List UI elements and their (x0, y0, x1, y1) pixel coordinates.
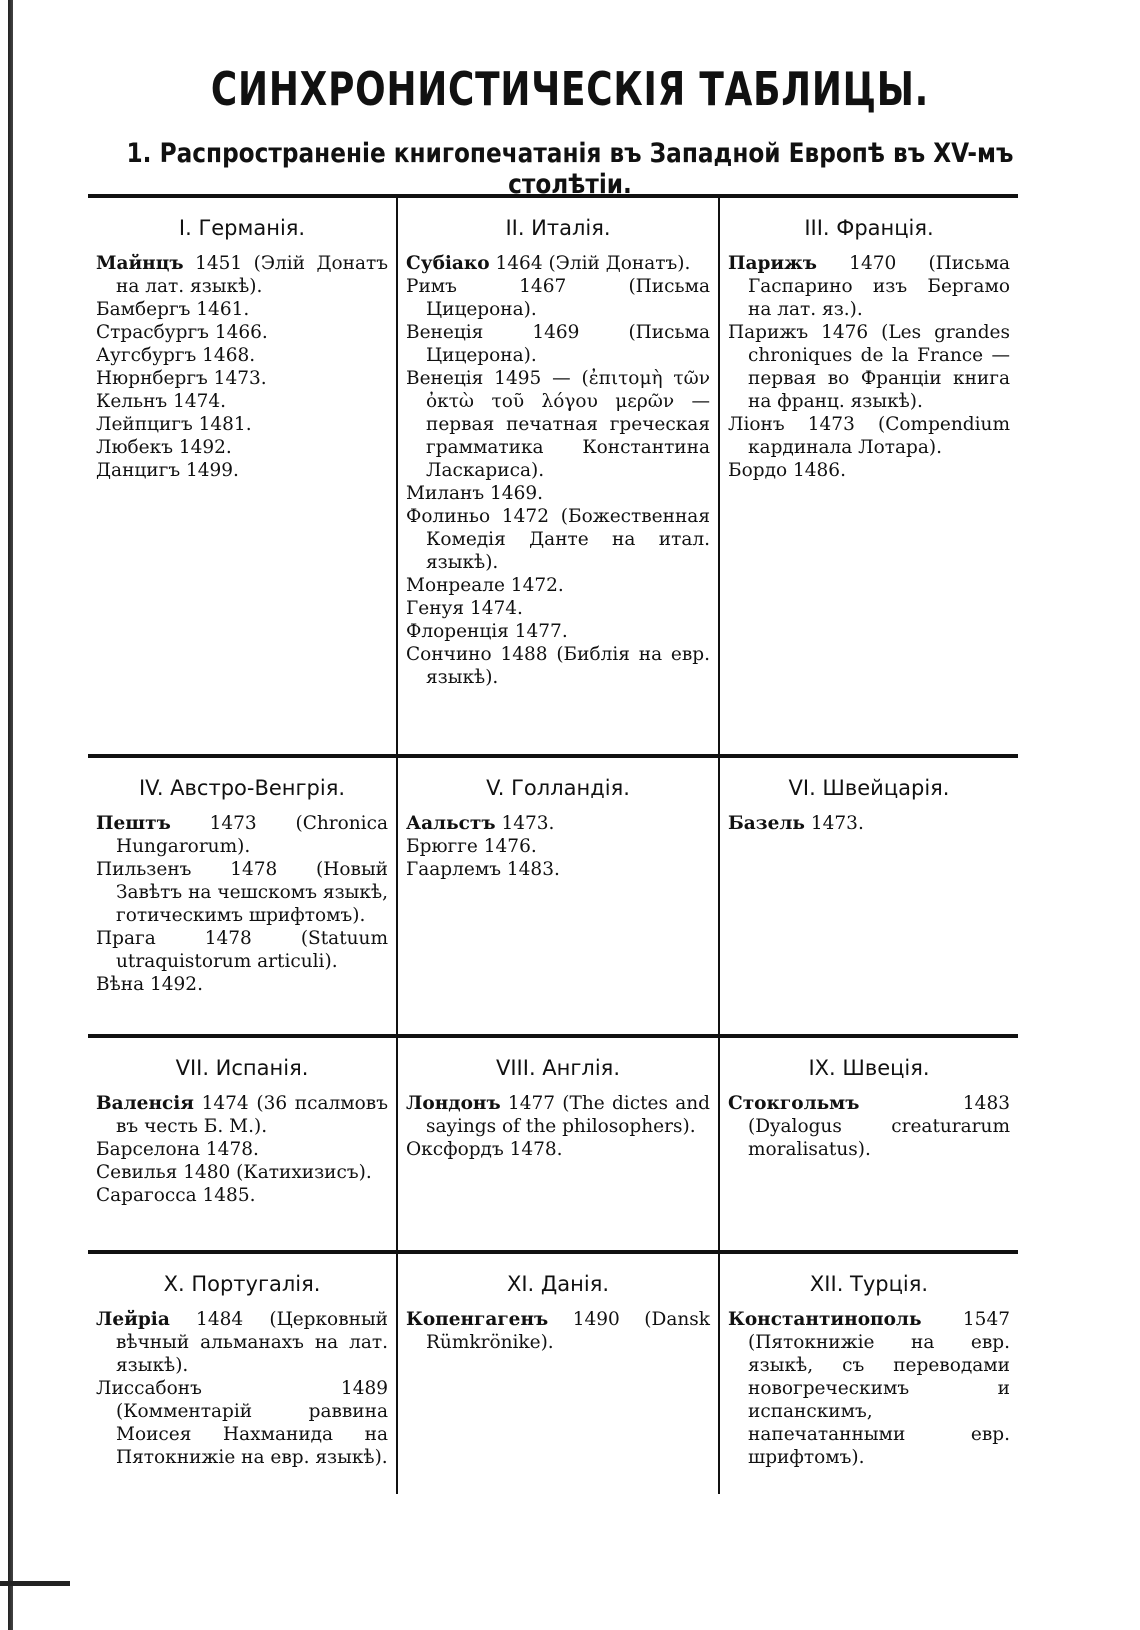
country-cell (718, 758, 1018, 1034)
country-cell (396, 758, 718, 1034)
entry-text: Римъ 1467 (Письма Цицерона). (406, 276, 710, 320)
country-heading: VI. Швейцарія. (788, 776, 950, 800)
city-entry (728, 252, 1010, 321)
entry-text: Лиссабонъ 1489 (Комментарій раввина Моисея Нахманида на Пятокнижіе на евр. языкѣ). (96, 1378, 388, 1468)
entry-text: Нюрнбергъ 1473. (96, 368, 267, 389)
country-heading: II. Италія. (505, 216, 611, 240)
city-entry (96, 973, 388, 996)
country-heading: X. Португалія. (163, 1272, 321, 1296)
country-cell (718, 1038, 1018, 1250)
city-entry (96, 812, 388, 858)
city-entry (96, 344, 388, 367)
entry-text: Сончино 1488 (Библія на евр. языкѣ). (406, 644, 710, 688)
city-entry (96, 1092, 388, 1138)
synchronic-table (88, 194, 1018, 1494)
table-row (88, 1034, 1018, 1250)
country-cell (396, 198, 718, 754)
country-heading: IX. Швеція. (808, 1056, 930, 1080)
country-cell (718, 1254, 1018, 1494)
city-entry (96, 1377, 388, 1469)
entry-text: Венеція 1495 — (ἐπιτομὴ τῶν ὀκτὼ τοῦ λόγου μερῶν — первая печатная греческая грамматика Константина Ласкариса). (406, 368, 710, 481)
entry-text: Ліонъ 1473 (Compendium кардинала Лотара). (728, 414, 1010, 458)
city-name: Лейріа (96, 1309, 170, 1330)
entry-text: Фолиньо 1472 (Божественная Комедія Данте на итал. языкѣ). (406, 506, 710, 573)
city-entry (406, 1138, 710, 1161)
city-entry (406, 1092, 710, 1138)
city-entry (728, 812, 1010, 835)
page-subtitle: 1. Распространеніе книгопечатанія въ Западной Европѣ въ XV-мъ столѣтіи. (126, 138, 1014, 200)
country-cell (396, 1038, 718, 1250)
city-entry (406, 597, 710, 620)
city-entry (728, 459, 1010, 482)
entry-text: 1477 (The dictes and sayings of the philosophers). (426, 1093, 710, 1137)
entry-text: Прага 1478 (Statuum utraquistorum articuli). (96, 928, 388, 972)
city-entry (96, 252, 388, 298)
city-entry (728, 321, 1010, 413)
entry-text: Кельнъ 1474. (96, 391, 227, 412)
entry-text: Монреале 1472. (406, 575, 564, 596)
corner-mark (0, 1581, 70, 1586)
country-heading: III. Франція. (804, 216, 934, 240)
city-entry (96, 927, 388, 973)
city-name: Базель (728, 813, 805, 834)
city-entry (728, 1092, 1010, 1161)
city-entry (406, 812, 710, 835)
entry-text: Бордо 1486. (728, 460, 846, 481)
country-heading: VIII. Англія. (496, 1056, 620, 1080)
entry-text: Вѣна 1492. (96, 974, 203, 995)
entry-text: Страсбургъ 1466. (96, 322, 268, 343)
country-heading: XI. Данія. (506, 1272, 610, 1296)
city-name: Парижъ (728, 253, 817, 274)
entry-text: 1451 (Элій Донатъ на лат. языкѣ). (116, 253, 388, 297)
table-row (88, 754, 1018, 1034)
city-entry (406, 858, 710, 881)
entry-text: Данцигъ 1499. (96, 460, 239, 481)
city-entry (406, 835, 710, 858)
scan-edge (8, 0, 13, 1630)
city-entry (406, 482, 710, 505)
entry-text: 1470 (Письма Гаспарино изъ Бергамо на лат. яз.). (748, 253, 1010, 320)
entry-text: 1473. (495, 813, 555, 834)
entry-text: 1473 (Chronica Hungarorum). (116, 813, 388, 857)
entry-text: 1464 (Элій Донатъ). (489, 253, 691, 274)
entry-text: Пильзенъ 1478 (Новый Завѣтъ на чешскомъ языкѣ, готическимъ шрифтомъ). (96, 859, 388, 926)
entry-text: 1473. (804, 813, 864, 834)
country-cell (88, 1254, 396, 1494)
city-entry (96, 459, 388, 482)
entry-text: Брюгге 1476. (406, 836, 537, 857)
city-entry (96, 367, 388, 390)
city-name: Константинополь (728, 1309, 922, 1330)
city-entry (406, 643, 710, 689)
city-entry (728, 1308, 1010, 1469)
city-entry (406, 505, 710, 574)
city-entry (96, 1138, 388, 1161)
city-entry (96, 298, 388, 321)
country-heading: XII. Турція. (809, 1272, 929, 1296)
city-entry (406, 1308, 710, 1354)
city-name: Субіако (406, 253, 490, 274)
city-entry (406, 252, 710, 275)
entry-text: 1484 (Церковный вѣчный альманахъ на лат. языкѣ). (116, 1309, 388, 1376)
city-entry (96, 321, 388, 344)
entry-text: Сарагосса 1485. (96, 1185, 256, 1206)
entry-text: Гаарлемъ 1483. (406, 859, 560, 880)
country-cell (718, 198, 1018, 754)
entry-text: 1474 (36 псалмовъ въ честь Б. М.). (116, 1093, 388, 1137)
entry-text: Лейпцигъ 1481. (96, 414, 252, 435)
city-name: Майнцъ (96, 253, 184, 274)
country-heading: I. Германія. (178, 216, 306, 240)
city-name: Аальстъ (406, 813, 496, 834)
entry-text: 1547 (Пятокнижіе на евр. языкѣ, съ переводами новогреческимъ и испанскимъ, напечатанными евр. шрифтомъ). (748, 1309, 1010, 1468)
country-cell (88, 198, 396, 754)
entry-text: Флоренція 1477. (406, 621, 568, 642)
entry-text: Генуя 1474. (406, 598, 523, 619)
city-name: Копенгагенъ (406, 1309, 549, 1330)
city-name: Лондонъ (406, 1093, 501, 1114)
city-entry (406, 367, 710, 482)
entry-text: 1483 (Dyalogus creaturarum moralisatus). (748, 1093, 1010, 1160)
city-entry (406, 574, 710, 597)
city-entry (406, 620, 710, 643)
entry-text: Парижъ 1476 (Les grandes chroniques de la France — первая во Франціи книга на франц. языкѣ). (728, 322, 1010, 412)
city-name: Валенсія (96, 1093, 194, 1114)
entry-text: Аугсбургъ 1468. (96, 345, 256, 366)
country-heading: IV. Австро-Венгрія. (138, 776, 346, 800)
city-name: Стокгольмъ (728, 1093, 860, 1114)
city-entry (96, 1184, 388, 1207)
country-cell (88, 1038, 396, 1250)
entry-text: Севилья 1480 (Катихизисъ). (96, 1162, 372, 1183)
table-row (88, 194, 1018, 754)
country-cell (88, 758, 396, 1034)
city-entry (728, 413, 1010, 459)
country-cell (396, 1254, 718, 1494)
entry-text: Барселона 1478. (96, 1139, 259, 1160)
page-title: СИНХРОНИСТИЧЕСКІЯ ТАБЛИЦЫ. (210, 62, 930, 116)
city-name: Пештъ (96, 813, 171, 834)
entry-text: Оксфордъ 1478. (406, 1139, 563, 1160)
city-entry (96, 436, 388, 459)
country-heading: V. Голландія. (486, 776, 630, 800)
city-entry (96, 413, 388, 436)
city-entry (96, 858, 388, 927)
entry-text: Бамбергъ 1461. (96, 299, 250, 320)
city-entry (96, 390, 388, 413)
city-entry (406, 321, 710, 367)
entry-text: Венеція 1469 (Письма Цицерона). (406, 322, 710, 366)
city-entry (96, 1308, 388, 1377)
city-entry (406, 275, 710, 321)
table-row (88, 1250, 1018, 1494)
entry-text: Любекъ 1492. (96, 437, 232, 458)
city-entry (96, 1161, 388, 1184)
entry-text: Миланъ 1469. (406, 483, 543, 504)
entry-text: 1490 (Dansk Rümkrönike). (426, 1309, 710, 1353)
country-heading: VII. Испанія. (175, 1056, 309, 1080)
